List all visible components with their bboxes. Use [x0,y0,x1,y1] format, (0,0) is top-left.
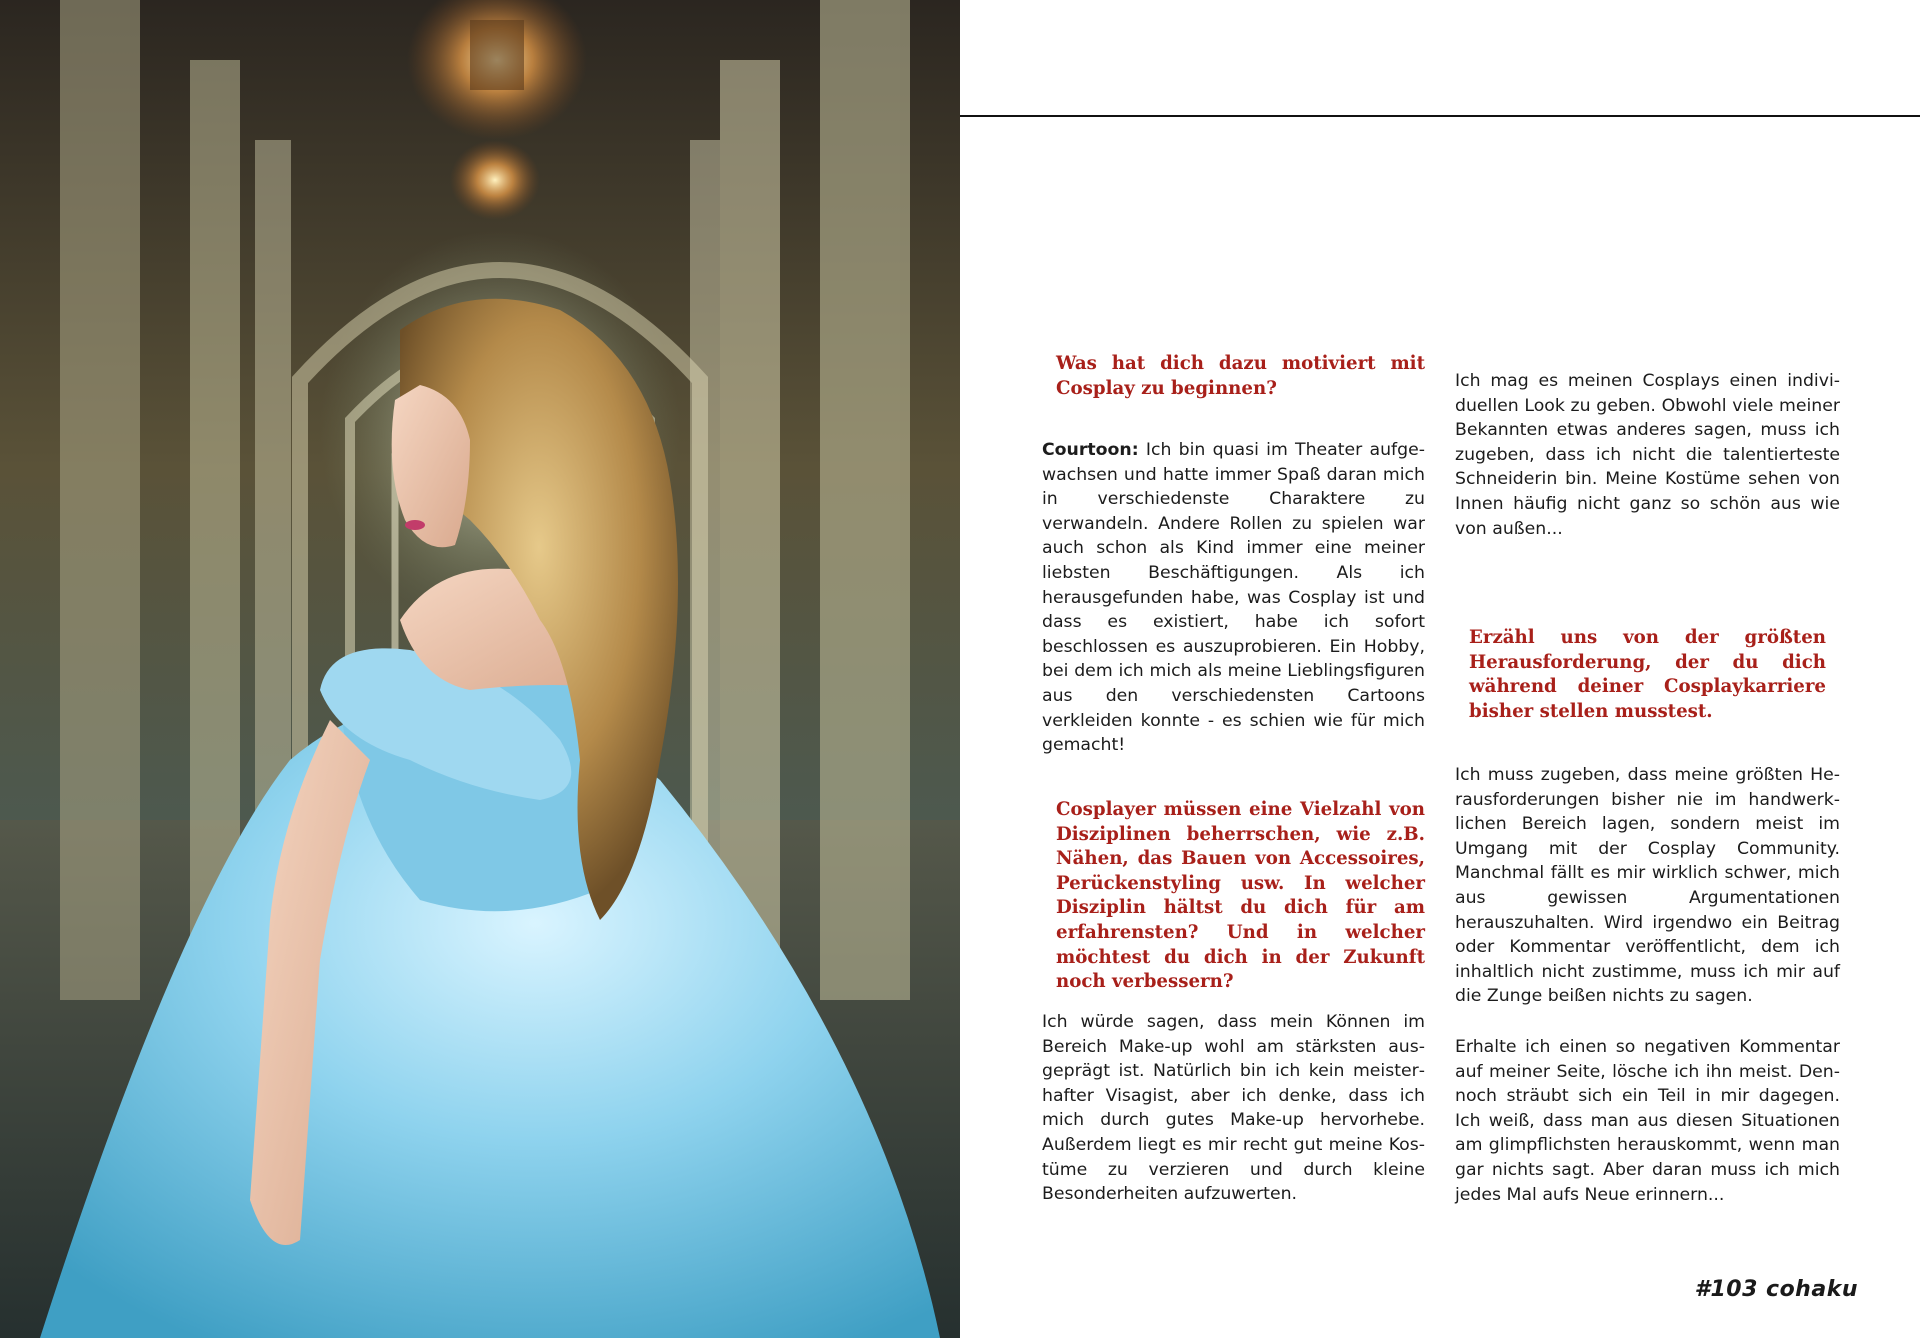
interviewee-name: Courtoon: [1042,440,1139,460]
question-heading: Cosplayer müssen eine Vielzahl von Disziplinen beherrschen, wie z.B. Nähen, das Bauen von Accessoires, Perückenstyling usw. In welcher Disziplin hältst du dich für am erfahrensten? Und in welcher möchtest du dich in der Zukunft noch verbessern? [1056,799,1425,993]
text-column-right [1455,369,1840,541]
page-footer: #103 cohaku [1694,1277,1858,1302]
answer-paragraph [1042,438,1425,758]
answer-text: Ich würde sagen, dass mein Können im Bereich Make-up wohl am stärksten ausgeprägt ist. Natürlich bin ich kein meisterhafter Visagist, aber ich denke, dass ich mich durch gutes Make-up hervorhebe. Außerdem liegt es mir recht gut meine Kostüme zu verzieren und durch kleine Besonderheiten aufzuwerten. [1042,1012,1425,1205]
question-heading: Was hat dich dazu motiviert mit Cosplay zu beginnen? [1056,353,1425,399]
answer-paragraph [1042,1010,1425,1207]
header-rule [960,115,1920,117]
question-heading: Erzähl uns von der größten Herausforderung, der du dich während deiner Cosplaykarriere bisher stellen musstest. [1469,627,1826,722]
answer-text: Erhalte ich einen so negativen Kommentar auf meiner Seite, lösche ich ihn meist. Dennoch sträubt sich ein Teil in mir dagegen. Ich weiß, dass man aus diesen Situationen am glimpflichsten herauskommt, wenn man gar nichts sagt. Aber daran muss ich mich jedes Mal aufs Neue erinnern... [1455,1037,1840,1205]
answer-paragraph [1455,1035,1840,1207]
answer-text: Ich muss zugeben, dass meine größten Herausforderungen bisher nie im handwerklichen Bereich lagen, sondern meist im Umgang mit der Cosplay Community. Manchmal fällt es mir wirklich schwer, mich aus gewissen Argumentationen herauszuhalten. Wird irgendwo ein Beitrag oder Kommentar veröffentlicht, dem ich inhaltlich nicht zustimme, muss ich mir auf die Zunge beißen nichts zu sagen. [1455,765,1840,1007]
answer-text: Ich mag es meinen Cosplays einen individuellen Look zu geben. Obwohl viele meiner Bekannten etwas anderes sagen, muss ich zugeben, dass ich nicht die talentierteste Schneiderin bin. Meine Kostüme sehen von Innen häufig nicht ganz so schön aus wie von außen... [1455,371,1840,539]
question-block [1042,798,1425,995]
answer-paragraph [1455,763,1840,1009]
question-block [1455,626,1840,724]
answer-text: Ich bin quasi im Theater aufgewachsen und hatte immer Spaß daran mich in verschiedenste Charaktere zu verwandeln. Andere Rollen zu spielen war auch schon als Kind immer eine meiner liebsten Beschäftigungen. Als ich herausgefunden habe, was Cosplay ist und dass es existiert, habe ich sofort beschlossen es auszuprobieren. Ein Hobby, bei dem ich mich als meine Lieblingsfiguren aus den verschiedensten Cartoons verkleiden konnte - es schien wie für mich gemacht! [1042,440,1425,756]
text-column-left [1042,352,1425,401]
